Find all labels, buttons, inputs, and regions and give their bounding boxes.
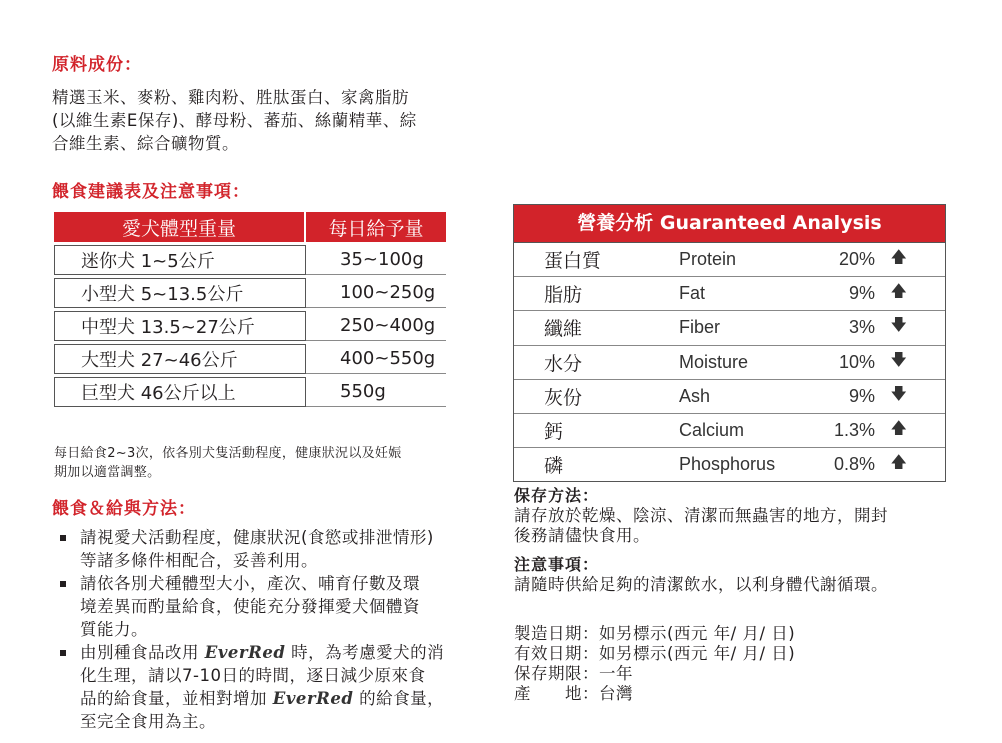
table-row — [514, 311, 945, 345]
list-item — [54, 526, 494, 572]
table-row — [54, 278, 446, 308]
list-item — [54, 572, 494, 641]
amount-cell: 35~100g — [306, 245, 446, 275]
nutrient-value: 9% — [848, 385, 875, 406]
nutrient-en: Moisture — [679, 351, 749, 372]
exp-date: 有效日期：如另標示(西元 年/ 月/ 日) — [514, 644, 796, 663]
size-cell: 迷你犬 1~5公斤 — [54, 245, 306, 275]
nutrient-en: Ash — [679, 385, 711, 406]
ingredients-heading: 原料成份： — [52, 55, 142, 75]
nutrient-zh: 鈣 — [544, 421, 564, 444]
arrow-down-icon: 🡇 — [890, 349, 907, 369]
arrow-down-icon: 🡇 — [890, 315, 907, 335]
method-text: 由別種食品改用 — [80, 643, 199, 662]
nutrient-value: 10% — [838, 351, 875, 372]
col-header-weight: 愛犬體型重量 — [54, 212, 306, 242]
arrow-up-icon: 🡅 — [890, 281, 907, 301]
brand-name: EverRed — [204, 643, 286, 662]
analysis-table — [513, 204, 946, 482]
nutrient-value: 9% — [848, 283, 875, 304]
method-line — [80, 687, 494, 710]
feeding-note-line: 期加以適當調整。 — [54, 465, 161, 480]
amount-cell: 100~250g — [306, 278, 446, 308]
amount-cell: 250~400g — [306, 311, 446, 341]
table-row — [54, 245, 446, 275]
nutrient-zh: 水分 — [544, 352, 583, 375]
size-cell: 中型犬 13.5~27公斤 — [54, 311, 306, 341]
table-row — [54, 377, 446, 407]
nutrient-value: 1.3% — [833, 420, 875, 441]
nutrient-zh: 纖維 — [544, 318, 583, 341]
nutrient-value: 20% — [838, 249, 875, 270]
method-line: 請視愛犬活動程度，健康狀況(食慾或排泄情形) — [80, 528, 434, 547]
col-header-amount: 每日給予量 — [306, 212, 446, 242]
method-line: 質能力。 — [80, 620, 148, 639]
storage-line: 後務請儘快食用。 — [514, 526, 650, 545]
shelf-life: 保存期限：一年 — [514, 664, 633, 683]
table-row — [514, 448, 945, 481]
nutrient-zh: 灰份 — [544, 386, 583, 409]
table-row — [514, 243, 945, 277]
feeding-table — [54, 209, 446, 410]
method-line: 至完全食用為主。 — [80, 712, 216, 731]
feeding-note-line: 每日給食2~3次，依各別犬隻活動程度，健康狀況以及妊娠 — [54, 446, 402, 461]
ingredients-line: (以維生素E保存)、酵母粉、蕃茄、絲蘭精華、綜 — [52, 111, 417, 130]
list-item — [54, 641, 494, 733]
caution-section — [514, 555, 888, 595]
caution-heading: 注意事項： — [514, 555, 600, 574]
feeding-heading: 餵食建議表及注意事項： — [52, 182, 250, 202]
amount-cell: 400~550g — [306, 344, 446, 374]
size-cell: 大型犬 27~46公斤 — [54, 344, 306, 374]
nutrient-zh: 磷 — [544, 455, 564, 478]
table-row — [514, 414, 945, 448]
nutrient-en: Fat — [679, 283, 706, 304]
method-text: 品的給食量，並相對增加 — [80, 689, 267, 708]
size-cell: 小型犬 5~13.5公斤 — [54, 278, 306, 308]
nutrient-en: Phosphorus — [679, 454, 776, 475]
table-row — [54, 311, 446, 341]
ingredients-line: 合維生素、綜合礦物質。 — [52, 134, 239, 153]
table-row — [514, 346, 945, 380]
nutrient-value: 3% — [848, 317, 875, 338]
method-text: 的給食量， — [359, 689, 445, 708]
storage-heading: 保存方法： — [514, 486, 600, 505]
nutrient-value: 0.8% — [833, 454, 875, 475]
nutrient-en: Protein — [679, 249, 737, 270]
method-line: 境差異而酌量給食，使能充分發揮愛犬個體資 — [80, 597, 420, 616]
product-info — [514, 624, 795, 704]
method-line — [80, 641, 494, 664]
method-line: 請依各別犬種體型大小，產次、哺育仔數及環 — [80, 574, 420, 593]
bullet-icon — [60, 581, 66, 587]
brand-name: EverRed — [272, 689, 354, 708]
ingredients-text — [52, 86, 417, 155]
ingredients-line: 精選玉米、麥粉、雞肉粉、胜肽蛋白、家禽脂肪 — [52, 88, 409, 107]
arrow-up-icon: 🡅 — [890, 418, 907, 438]
size-cell: 巨型犬 46公斤以上 — [54, 377, 306, 407]
nutrient-en: Fiber — [679, 317, 721, 338]
feeding-note — [54, 444, 402, 482]
analysis-heading: 營養分析 Guaranteed Analysis — [514, 205, 945, 243]
origin: 產 地：台灣 — [514, 684, 633, 703]
method-line: 等諸多條件相配合，妥善利用。 — [80, 551, 318, 570]
arrow-down-icon: 🡇 — [890, 383, 907, 403]
amount-cell: 550g — [306, 377, 446, 407]
table-row — [514, 380, 945, 414]
method-line: 化生理，請以7-10日的時間，逐日減少原來食 — [80, 666, 426, 685]
caution-text: 請隨時供給足夠的清潔飲水，以利身體代謝循環。 — [514, 575, 888, 594]
method-heading: 餵食＆給與方法： — [52, 499, 196, 519]
bullet-icon — [60, 535, 66, 541]
mfg-date: 製造日期：如另標示(西元 年/ 月/ 日) — [514, 624, 796, 643]
method-text: 時，為考慮愛犬的消 — [291, 643, 445, 662]
storage-line: 請存放於乾燥、陰涼、清潔而無蟲害的地方，開封 — [514, 506, 888, 525]
table-row — [514, 277, 945, 311]
method-list — [54, 526, 494, 733]
arrow-up-icon: 🡅 — [890, 247, 907, 267]
bullet-icon — [60, 650, 66, 656]
storage-section — [514, 486, 888, 546]
nutrient-zh: 蛋白質 — [544, 250, 602, 273]
arrow-up-icon: 🡅 — [890, 452, 907, 472]
nutrient-zh: 脂肪 — [544, 284, 583, 307]
nutrient-en: Calcium — [679, 420, 745, 441]
table-row — [54, 344, 446, 374]
